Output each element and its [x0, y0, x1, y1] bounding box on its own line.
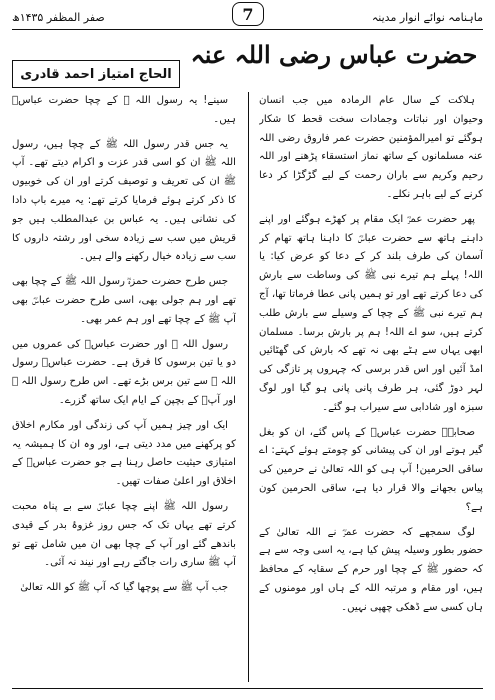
paragraph: پھر حضرت عمرؓ ایک مقام پر کھڑے ہوگئے اور اپنے داہنے ہاتھ سے حضرت عباسؓ کا داہنا ہاتھ تھام کر آسمان کی طرف بلند کر کے دعا کو عرض کیا: یا اللہ! پہلے ہم تیرے نبی ﷺ کی وساطت سے بارش کی دعا کرتے تھے اور تو ہمیں پانی عطا فرماتا تھا، آج ہم تیرے نبی ﷺ کے چچا کے وسیلے سے بارش طلب کرتے ہیں، سو اے اللہ! ہم پر بارش برسا۔ مسلمان ابھی یہاں سے ہٹے بھی نہ تھے کہ بارش کی گھٹائیں امڈ آئیں اور اس قدر برسی کہ چہروں پر تازگی کی لہر دوڑ گئی، ہر طرف پانی پانی ہو گیا اور لوگ سبزہ اور شادابی سے سیراب ہو گئے۔ — [259, 213, 483, 413]
paragraph: سینے! یہ رسول اللہ ﷺ کے چچا حضرت عباسؓ ہیں۔ — [12, 95, 236, 125]
paragraph: رسول اللہ ﷺ اور حضرت عباسؓ کی عمروں میں دو یا تین برسوں کا فرق ہے۔ حضرت عباسؓ رسول اللہ ﷺ سے تین برس بڑے تھے۔ اس طرح رسول اللہ ﷺ اور آپؓ کے بچپن کے ایام ایک ساتھ گزرے۔ — [12, 338, 236, 406]
paragraph: یہ جس قدر رسول اللہ ﷺ کے چچا ہیں، رسول اللہ ﷺ ان کو اسی قدر عزت و اکرام دیتے تھے۔ آپ ﷺ ان کی تعریف و توصیف کرتے اور ان کی خوبیوں کا ذکر کرتے ہوئے فرمایا کرتے تھے: یہ میرے باپ دادا کی نشانی ہیں۔ یہ عباس بن عبدالمطلب ہیں جو قریش میں سب سے زیادہ سخی اور رشتہ داروں کا سب سے زیادہ خیال رکھنے والے ہیں۔ — [12, 138, 236, 263]
right-text-column — [259, 92, 483, 682]
page-number-badge: 7 — [232, 2, 264, 26]
paragraph: لوگ سمجھے کہ حضرت عمرؓ نے اللہ تعالیٰ کے حضور بطور وسیلہ پیش کیا ہے، یہ اسی وجہ سے ہے کہ حضور ﷺ کے چچا اور حرم کے سقایہ کے محافظ ہیں، اور مقام و مرتبہ اللہ کے ہاں اور مومنوں کے ہاں کسی سے ڈھکی چھپی نہیں۔ — [259, 526, 483, 613]
issue-date: صفر المظفر ۱۴۳۵ھ — [12, 10, 105, 24]
paragraph: جس طرح حضرت حمزہؓ رسول اللہ ﷺ کے چچا بھی تھے اور ہم جولی بھی، اسی طرح حضرت عباسؓ بھی آپ ﷺ کے چچا تھے اور ہم عمر بھی۔ — [12, 276, 236, 325]
author-name-box: الحاج امتیاز احمد قادری — [12, 60, 180, 88]
article-title: حضرت عباس رضی اللہ عنہ — [190, 40, 478, 69]
paragraph: رسول اللہ ﷺ اپنے چچا عباسؓ سے بے پناہ محبت کرتے تھے یہاں تک کہ جس روز غزوۂ بدر کے قیدی باندھے گئے اور آپ کے چچا بھی ان میں شامل تھے تو آپ ﷺ ساری رات جاگتے رہے اور نیند نہ آئی۔ — [12, 500, 236, 569]
footer-rule — [12, 688, 483, 689]
paragraph: ہلاکت کے سال عام الرمادہ میں جب انسان وحیوان اور نباتات وجمادات سخت قحط کا شکار ہوگئے تو امیرالمؤمنین حضرت عمر فاروق رضی اللہ عنہ مسلمانوں کے ساتھ نماز استسقاء پڑھنے اور اللہ رحیم وکریم سے باران رحمت کے لیے گڑگڑا کر دعا کرنے کے لیے باہر نکلے۔ — [259, 95, 483, 200]
paragraph: جب آپ ﷺ سے پوچھا گیا کہ آپ ﷺ کو اللہ تعالیٰ — [20, 582, 228, 594]
column-divider — [248, 92, 249, 682]
left-text-column — [12, 92, 236, 682]
paragraph: ایک اور چیز ہمیں آپ کی زندگی اور مکارم اخلاق کو پرکھنے میں مدد دیتی ہے، اور وہ ان کا ہمیشہ یہ امتیازی حیثیت حاصل رہنا ہے جو حضرت عباسؓ کے اخلاق اور اعلیٰ صفات تھیں۔ — [12, 419, 236, 488]
paragraph: صحابہؓ حضرت عباسؓ کے پاس گئے، ان کو بغل گیر ہوتے اور ان کی پیشانی کو چومتے ہوئے کہتے: اے ساقی الحرمین! آپ ہی کو اللہ تعالیٰ نے حرمین کی پیاس بجھانے والا قرار دیا ہے، ساقی الحرمین کون ہے؟ — [259, 426, 483, 513]
magazine-name: ماہنامہ نوائے انوار مدینہ — [371, 10, 483, 24]
